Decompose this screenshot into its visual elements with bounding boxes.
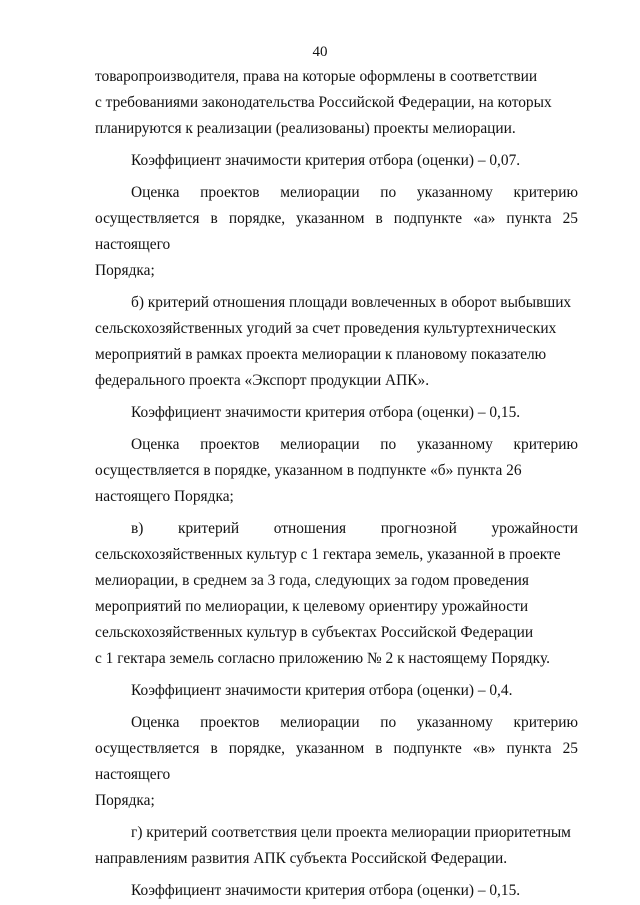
word: мелиорации xyxy=(280,184,360,201)
text-line: г) критерий соответствия цели проекта мелиорации приоритетным xyxy=(131,824,571,841)
text-line: с 1 гектара земель согласно приложению № 2 к настоящему Порядку. xyxy=(95,650,550,667)
word: проектов xyxy=(200,714,260,731)
paragraph-continuation xyxy=(95,64,578,142)
paragraph-assessment-b xyxy=(95,432,578,510)
text-line: осуществляется в порядке, указанном в подпункте «в» пункта 25 настоящего xyxy=(95,740,578,783)
document-body xyxy=(95,64,578,904)
word: Оценка xyxy=(131,436,180,453)
word: урожайности xyxy=(491,520,578,537)
paragraph-criterion-b xyxy=(95,290,578,394)
word: по xyxy=(380,436,397,453)
paragraph-assessment-v xyxy=(95,710,578,814)
word: прогнозной xyxy=(380,520,457,537)
coefficient-line-g: Коэффициент значимости критерия отбора (оценки) – 0,15. xyxy=(131,882,521,899)
word: мелиорации xyxy=(280,436,360,453)
text-line: Порядка; xyxy=(95,792,155,809)
word: по xyxy=(380,184,397,201)
text-line: Порядка; xyxy=(95,262,155,279)
text-line: осуществляется в порядке, указанном в подпункте «а» пункта 25 настоящего xyxy=(95,210,578,253)
word: критерию xyxy=(513,436,578,453)
text-line: с требованиями законодательства Российской Федерации, на которых xyxy=(95,94,552,111)
coefficient-line-a: Коэффициент значимости критерия отбора (оценки) – 0,07. xyxy=(131,152,521,169)
text-line-spread xyxy=(95,516,578,542)
text-line: товаропроизводителя, права на которые оформлены в соответствии xyxy=(95,68,538,85)
text-line: федерального проекта «Экспорт продукции АПК». xyxy=(95,372,430,389)
text-line-spread xyxy=(95,180,578,206)
text-line: б) критерий отношения площади вовлеченных в оборот выбывших xyxy=(131,294,572,311)
word: отношения xyxy=(273,520,347,537)
word: по xyxy=(380,714,397,731)
text-line: направлениям развития АПК субъекта Российской Федерации. xyxy=(95,850,508,867)
word: Оценка xyxy=(131,184,180,201)
text-line: настоящего Порядка; xyxy=(95,488,234,505)
word: указанному xyxy=(416,436,493,453)
word: указанному xyxy=(416,714,493,731)
word: Оценка xyxy=(131,714,180,731)
word: критерию xyxy=(513,184,578,201)
text-line: мероприятий по мелиорации, к целевому ориентиру урожайности xyxy=(95,598,529,615)
word: мелиорации xyxy=(280,714,360,731)
paragraph-criterion-v xyxy=(95,516,578,672)
text-line: планируются к реализации (реализованы) проекты мелиорации. xyxy=(95,120,516,137)
text-line: сельскохозяйственных культур с 1 гектара земель, указанной в проекте xyxy=(95,546,561,563)
paragraph-criterion-g xyxy=(95,820,578,872)
coefficient-line-b: Коэффициент значимости критерия отбора (оценки) – 0,15. xyxy=(131,404,521,421)
text-line: мелиорации, в среднем за 3 года, следующих за годом проведения xyxy=(95,572,529,589)
word: критерий xyxy=(178,520,240,537)
coefficient-line-v: Коэффициент значимости критерия отбора (оценки) – 0,4. xyxy=(131,682,513,699)
paragraph-assessment-a xyxy=(95,180,578,284)
text-line: сельскохозяйственных культур в субъектах Российской Федерации xyxy=(95,624,534,641)
word: в) xyxy=(131,520,144,537)
text-line-spread xyxy=(95,710,578,736)
word: проектов xyxy=(200,436,260,453)
text-line: осуществляется в порядке, указанном в подпункте «б» пункта 26 xyxy=(95,462,522,479)
text-line: мероприятий в рамках проекта мелиорации к плановому показателю xyxy=(95,346,547,363)
text-line-spread xyxy=(95,432,578,458)
page-number: 40 xyxy=(312,44,328,60)
word: указанному xyxy=(416,184,493,201)
word: критерию xyxy=(513,714,578,731)
word: проектов xyxy=(200,184,260,201)
text-line: сельскохозяйственных угодий за счет проведения культуртехнических xyxy=(95,320,557,337)
